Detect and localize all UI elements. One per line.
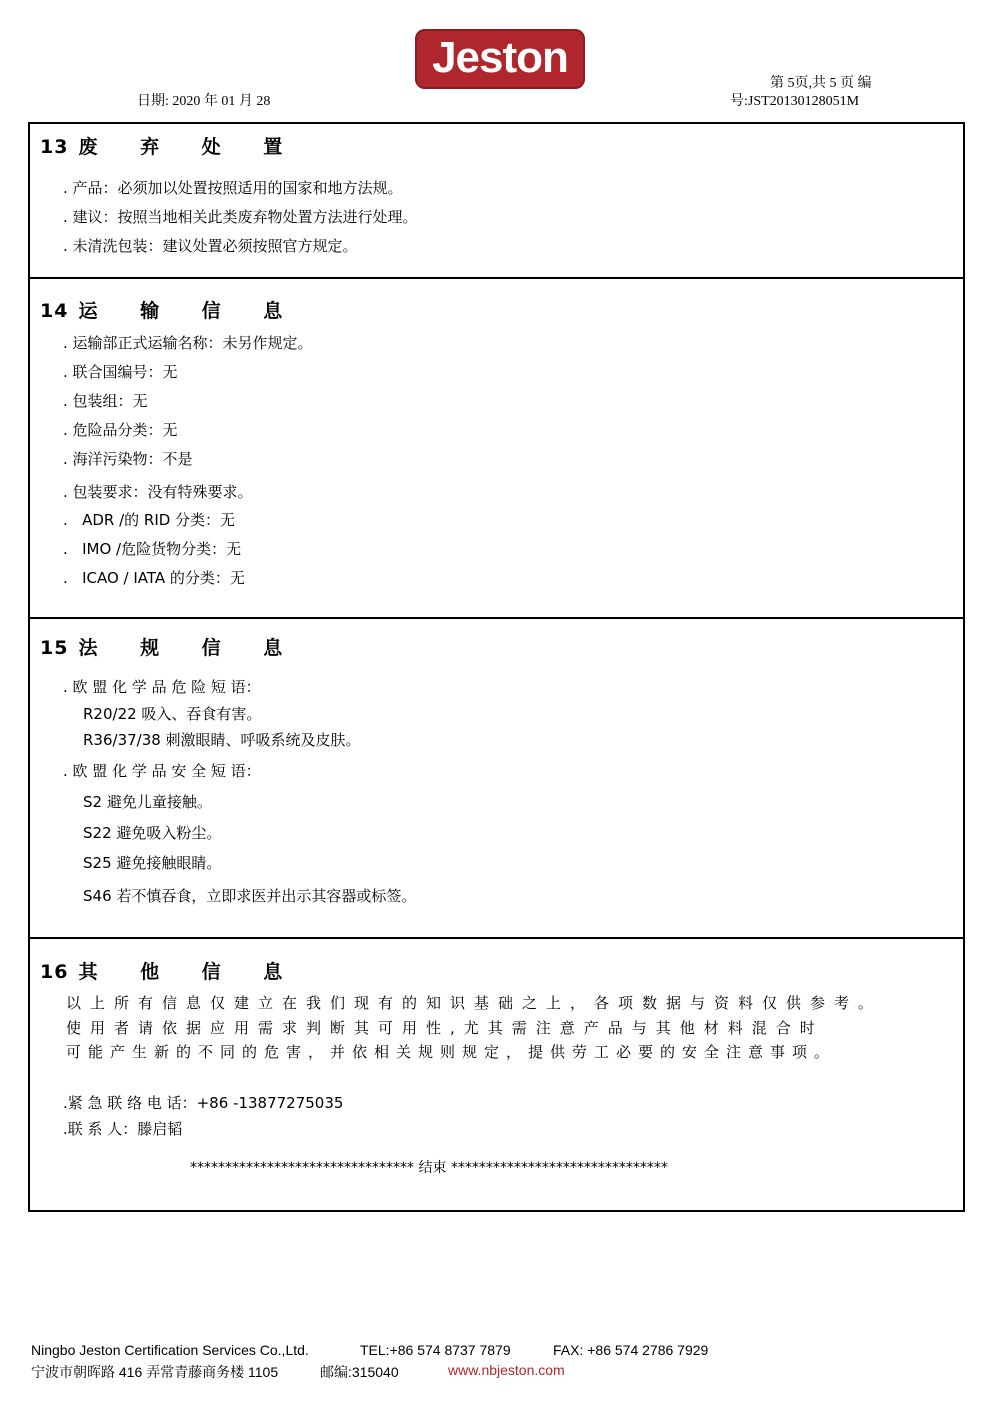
section-15-title: 15 法 规 信 息 (40, 637, 301, 659)
list-item: . 危险品分类：无 (63, 421, 178, 439)
list-item: S2 避免儿童接触。 (83, 793, 212, 811)
footer-postcode: 邮编:315040 (320, 1364, 399, 1380)
section-14-transport (28, 277, 965, 619)
disclaimer-line: 以上所有信息仅建立在我们现有的知识基础之上，各项数据与资料仅供参考。 (66, 994, 883, 1012)
footer-fax: FAX: +86 574 2786 7929 (553, 1342, 709, 1358)
list-item: S22 避免吸入粉尘。 (83, 824, 222, 842)
document-number: 号:JST20130128051M (730, 94, 860, 109)
disclaimer-line: 使用者请依据应用需求判断其可用性,尤其需注意产品与其他材料混合时 (66, 1019, 824, 1037)
list-item: . IMO /危险货物分类：无 (63, 540, 242, 558)
emergency-phone: .紧 急 联 络 电 话：+86 -13877275035 (63, 1094, 344, 1112)
contact-person: .联 系 人：滕启韬 (63, 1120, 183, 1138)
section-14-title: 14 运 输 信 息 (40, 300, 301, 322)
footer-company: Ningbo Jeston Certification Services Co.,Ltd. (31, 1342, 309, 1358)
list-item: . 联合国编号：无 (63, 363, 178, 381)
list-item: . 建议：按照当地相关此类废弃物处置方法进行处理。 (63, 208, 418, 226)
list-item: . 包装组：无 (63, 392, 148, 410)
section-13-disposal (28, 122, 965, 279)
section-15-regulatory (28, 617, 965, 939)
safety-phrases-heading: . 欧 盟 化 学 品 安 全 短 语： (63, 762, 261, 780)
list-item: R20/22 吸入、吞食有害。 (83, 705, 262, 723)
section-13-title: 13 废 弃 处 置 (40, 136, 301, 158)
list-item: . 产品：必须加以处置按照适用的国家和地方法规。 (63, 179, 403, 197)
list-item: . ICAO / IATA 的分类：无 (63, 569, 245, 587)
footer-address: 宁波市朝晖路 416 弄常青藤商务楼 1105 (31, 1364, 279, 1380)
page-indicator: 第 5页,共 5 页 编 (770, 76, 872, 91)
list-item: S25 避免接触眼睛。 (83, 854, 222, 872)
risk-phrases-heading: . 欧 盟 化 学 品 危 险 短 语： (63, 678, 261, 696)
end-marker: ******************************** 结束 ******************************* (190, 1160, 668, 1176)
issue-date: 日期: 2020 年 01 月 28 (137, 94, 271, 109)
list-item: . 未清洗包装：建议处置必须按照官方规定。 (63, 237, 358, 255)
list-item: S46 若不慎吞食，立即求医并出示其容器或标签。 (83, 887, 417, 905)
disclaimer-line: 可能产生新的不同的危害，并依相关规则规定，提供劳工必要的安全注意事项。 (66, 1043, 837, 1061)
list-item: R36/37/38 刺激眼睛、呼吸系统及皮肤。 (83, 731, 361, 749)
section-16-other (28, 937, 965, 1212)
footer-website-link[interactable]: www.nbjeston.com (448, 1362, 565, 1378)
section-16-title: 16 其 他 信 息 (40, 961, 301, 983)
jeston-logo (415, 29, 585, 89)
list-item: . 海洋污染物：不是 (63, 450, 193, 468)
list-item: . ADR /的 RID 分类：无 (63, 511, 236, 529)
logo-text: Jeston (432, 33, 568, 82)
list-item: . 包装要求：没有特殊要求。 (63, 483, 253, 501)
list-item: . 运输部正式运输名称：未另作规定。 (63, 334, 313, 352)
footer-tel: TEL:+86 574 8737 7879 (360, 1342, 511, 1358)
